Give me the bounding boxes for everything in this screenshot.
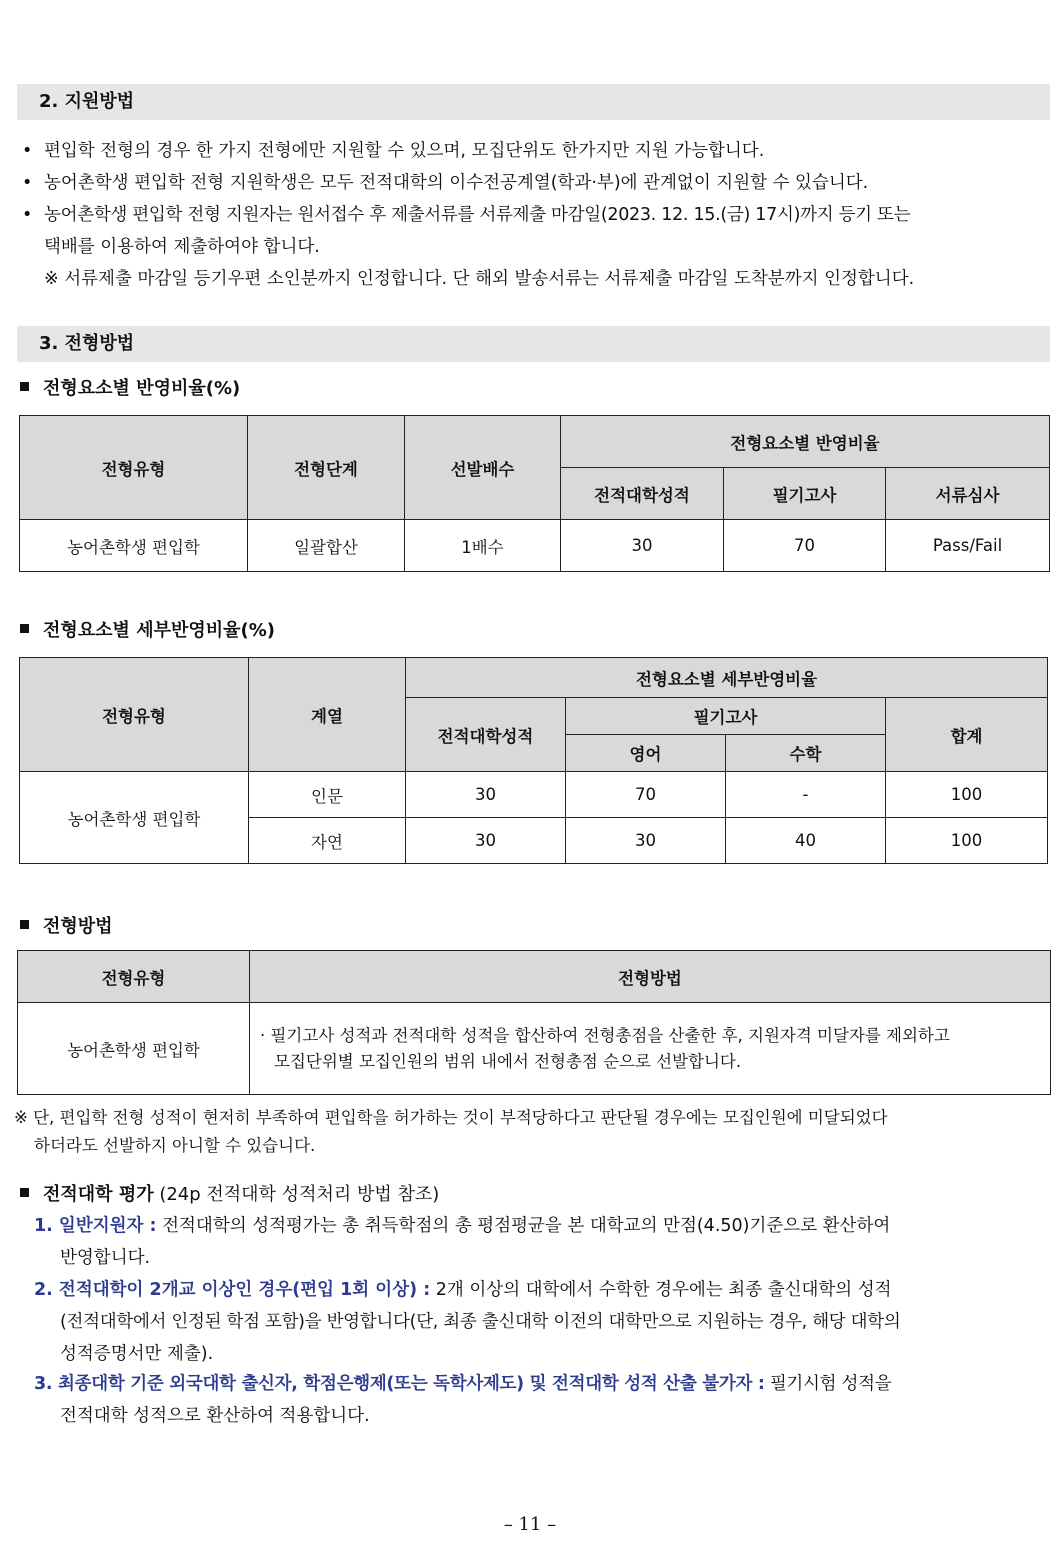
col-group: 전형요소별 반영비율	[561, 416, 1050, 468]
col-math: 수학	[726, 735, 886, 772]
col-gpa: 전적대학성적	[561, 468, 724, 520]
square-bullet-icon	[20, 382, 29, 391]
cell-docs: Pass/Fail	[886, 520, 1050, 572]
cell-type: 농어촌학생 편입학	[20, 772, 249, 864]
cell-method	[250, 1003, 1051, 1095]
eval-item-3: 3. 최종대학 기준 외국대학 출신자, 학점은행제(또는 독학사제도) 및 전적대학 성적 산출 불가자 : 필기시험 성적을 전적대학 성적으로 환산하여 적용합니다.	[34, 1374, 892, 1426]
col-method: 전형방법	[250, 951, 1051, 1003]
detail-heading: 전형요소별 세부반영비율(%)	[20, 618, 275, 644]
cell-total: 100	[886, 772, 1048, 818]
detail-table	[19, 657, 1048, 864]
col-written: 필기고사	[724, 468, 886, 520]
cell-type: 농어촌학생 편입학	[18, 1003, 250, 1095]
page-number: – 11 –	[503, 1514, 557, 1535]
cell-written: 70	[724, 520, 886, 572]
square-bullet-icon	[20, 1188, 29, 1197]
square-bullet-icon	[20, 920, 29, 929]
cell-math: -	[726, 772, 886, 818]
cell-total: 100	[886, 818, 1048, 864]
col-type: 전형유형	[18, 951, 250, 1003]
method-line: 모집단위별 모집인원의 범위 내에서 전형총점 순으로 선발합니다.	[274, 1051, 742, 1071]
cell-stage: 일괄합산	[248, 520, 405, 572]
cell-gpa: 30	[406, 772, 566, 818]
cell-multiple: 1배수	[405, 520, 561, 572]
section-3-title: 3. 전형방법	[17, 326, 1050, 362]
col-written: 필기고사	[566, 698, 886, 735]
section-2-note: ※ 서류제출 마감일 등기우편 소인분까지 인정합니다. 단 해외 발송서류는 서류제출 마감일 도착분까지 인정합니다.	[44, 269, 915, 289]
table-row	[18, 1003, 1051, 1095]
col-group: 전형요소별 세부반영비율	[406, 658, 1048, 698]
ratio-table	[19, 415, 1050, 572]
table-row	[20, 772, 1048, 818]
bullet-item: • 농어촌학생 편입학 전형 지원자는 원서접수 후 제출서류를 서류제출 마감일(2023. 12. 15.(금) 17시)까지 등기 또는	[22, 205, 911, 225]
col-type: 전형유형	[20, 416, 248, 520]
col-english: 영어	[566, 735, 726, 772]
col-gpa: 전적대학성적	[406, 698, 566, 772]
eval-item-2: 2. 전적대학이 2개교 이상인 경우(편입 1회 이상) : 2개 이상의 대학에서 수학한 경우에는 최종 출신대학의 성적 (전적대학에서 인정된 학점 포함)을 반영합니다(단, 최종 출신대학 이전의 대학만으로 지원하는 경우, 해당 대학의 성적증명서만 제출).	[34, 1280, 901, 1364]
cell-gpa: 30	[406, 818, 566, 864]
bullet-continuation: 택배를 이용하여 제출하여야 합니다.	[44, 237, 320, 257]
method-heading: 전형방법	[20, 914, 113, 940]
cell-english: 70	[566, 772, 726, 818]
cell-type: 농어촌학생 편입학	[20, 520, 248, 572]
method-line: · 필기고사 성적과 전적대학 성적을 합산하여 전형총점을 산출한 후, 지원자격 미달자를 제외하고	[260, 1025, 950, 1045]
eval-heading: 전적대학 평가 (24p 전적대학 성적처리 방법 참조)	[20, 1182, 439, 1208]
square-bullet-icon	[20, 624, 29, 633]
cell-math: 40	[726, 818, 886, 864]
section-2-title: 2. 지원방법	[17, 84, 1050, 120]
section-3-note: ※ 단, 편입학 전형 성적이 현저히 부족하여 편입학을 허가하는 것이 부적당하다고 판단될 경우에는 모집인원에 미달되었다 하더라도 선발하지 아니할 수 있습니다.	[14, 1108, 888, 1155]
cell-gpa: 30	[561, 520, 724, 572]
col-stage: 전형단계	[248, 416, 405, 520]
ratio-heading: 전형요소별 반영비율(%)	[20, 376, 240, 402]
cell-field: 인문	[249, 772, 406, 818]
col-type: 전형유형	[20, 658, 249, 772]
col-multiple: 선발배수	[405, 416, 561, 520]
bullet-item: • 농어촌학생 편입학 전형 지원학생은 모두 전적대학의 이수전공계열(학과·부)에 관계없이 지원할 수 있습니다.	[22, 173, 869, 193]
bullet-item: • 편입학 전형의 경우 한 가지 전형에만 지원할 수 있으며, 모집단위도 한가지만 지원 가능합니다.	[22, 141, 765, 161]
cell-english: 30	[566, 818, 726, 864]
col-field: 계열	[249, 658, 406, 772]
table-row	[20, 520, 1050, 572]
col-docs: 서류심사	[886, 468, 1050, 520]
method-table	[17, 950, 1051, 1095]
cell-field: 자연	[249, 818, 406, 864]
col-total: 합계	[886, 698, 1048, 772]
eval-item-1: 1. 일반지원자 : 전적대학의 성적평가는 총 취득학점의 총 평점평균을 본 대학교의 만점(4.50)기준으로 환산하여 반영합니다.	[34, 1216, 891, 1268]
